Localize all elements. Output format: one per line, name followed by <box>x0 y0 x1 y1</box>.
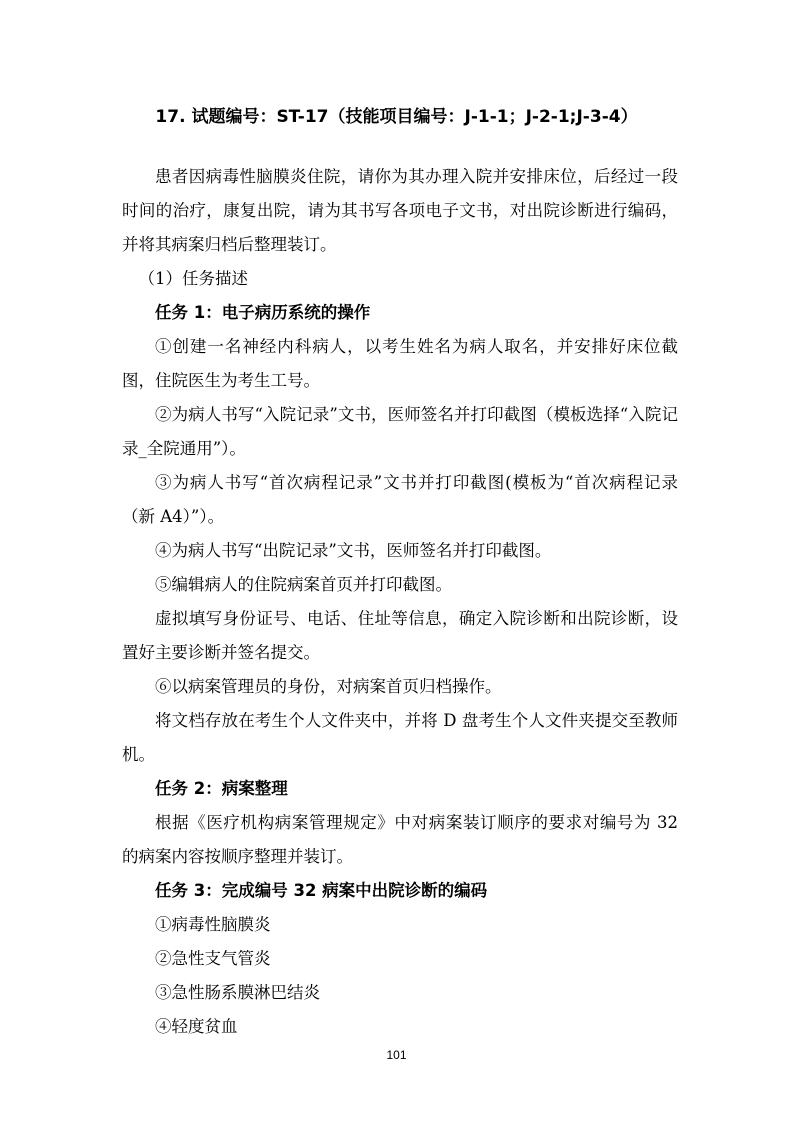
intro-paragraph: 患者因病毒性脑膜炎住院，请你为其办理入院并安排床位，后经过一段时间的治疗，康复出院，请为其书写各项电子文书，对出院诊断进行编码，并将其病案归档后整理装订。 <box>122 167 678 254</box>
task1-step-2: ②为病人书写“入院记录”文书，医师签名并打印截图（模板选择“入院记录_全院通用”）。 <box>122 405 678 458</box>
task2-title: 任务 2：病案整理 <box>155 779 288 798</box>
task1-step-5-detail: 虚拟填写身份证号、电话、住址等信息，确定入院诊断和出院诊断，设置好主要诊断并签名提交。 <box>122 609 678 662</box>
task1-submit-note: 将文档存放在考生个人文件夹中，并将 D 盘考生个人文件夹提交至教师机。 <box>122 711 678 764</box>
task1-title: 任务 1：电子病历系统的操作 <box>155 303 371 322</box>
task1-step-5: ⑤编辑病人的住院病案首页并打印截图。 <box>155 575 452 594</box>
task3-item-3: ③急性肠系膜淋巴结炎 <box>155 983 320 1002</box>
task3-title: 任务 3：完成编号 32 病案中出院诊断的编码 <box>155 881 488 900</box>
task3-item-4: ④轻度贫血 <box>155 1017 238 1036</box>
task-description-label: （1）任务描述 <box>138 269 248 288</box>
task2-text: 根据《医疗机构病案管理规定》中对病案装订顺序的要求对编号为 32 的病案内容按顺序整理并装订。 <box>122 813 678 866</box>
task3-item-2: ②急性支气管炎 <box>155 949 271 968</box>
task1-step-6: ⑥以病案管理员的身份，对病案首页归档操作。 <box>155 677 502 696</box>
task3-item-1: ①病毒性脑膜炎 <box>155 915 271 934</box>
page-number: 101 <box>386 1048 407 1062</box>
exam-question-heading: 17. 试题编号：ST-17（技能项目编号：J-1-1；J-2-1;J-3-4） <box>155 107 638 127</box>
document-body <box>122 160 678 1044</box>
task1-step-4: ④为病人书写“出院记录”文书，医师签名并打印截图。 <box>155 541 552 560</box>
task1-step-1: ①创建一名神经内科病人，以考生姓名为病人取名，并安排好床位截图，住院医生为考生工号。 <box>122 337 678 390</box>
task1-step-3: ③为病人书写“首次病程记录”文书并打印截图(模板为“首次病程记录（新 A4）”）。 <box>122 473 678 526</box>
